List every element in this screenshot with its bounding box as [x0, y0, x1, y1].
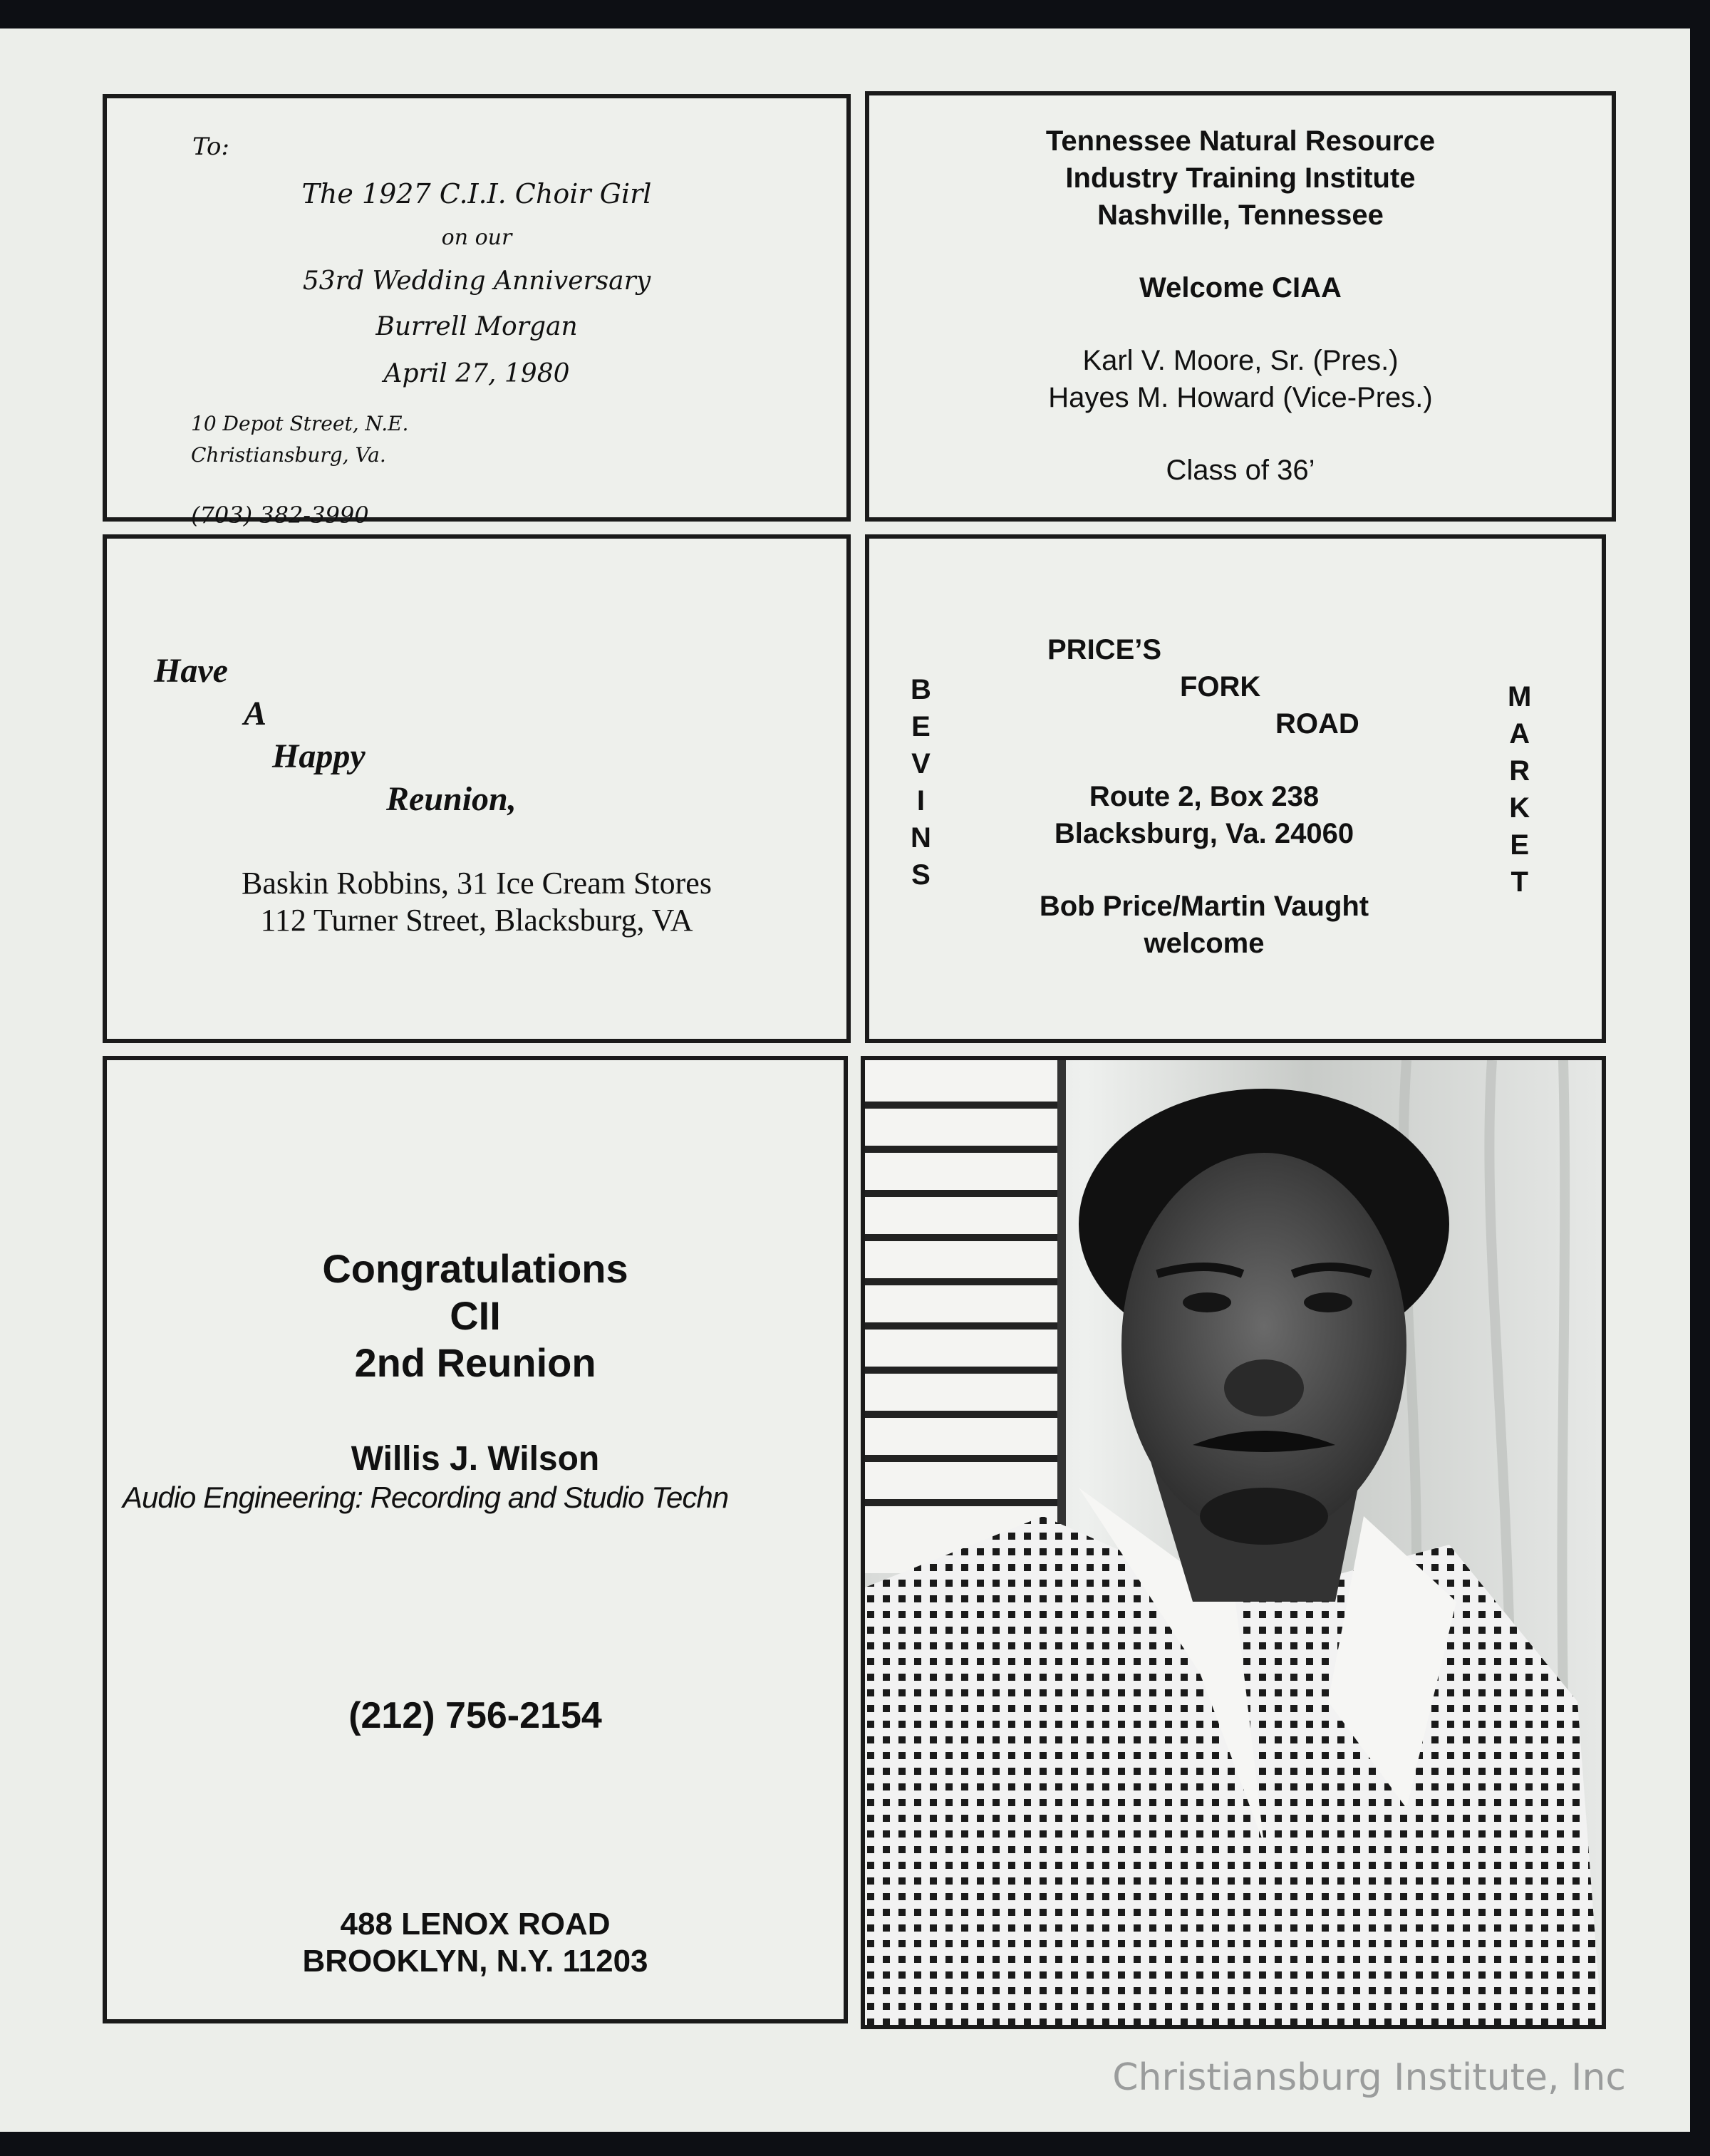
welcome-ciaa: Welcome CIAA: [1139, 272, 1342, 304]
bevins-letter: S: [911, 859, 931, 891]
president-name: Karl V. Moore, Sr. (Pres.): [1082, 345, 1399, 376]
watermark-text: Christiansburg Institute, Inc: [1112, 2056, 1626, 2099]
bevins-letter: V: [911, 748, 931, 779]
ad-bevins-market: [865, 534, 1606, 1043]
market-welcome: welcome: [1144, 928, 1265, 959]
wilson-phone: (212) 756-2154: [348, 1695, 602, 1736]
market-letter: R: [1509, 755, 1530, 787]
market-letter: A: [1509, 718, 1530, 750]
to-label: To:: [192, 133, 229, 161]
market-owners: Bob Price/Martin Vaught: [1039, 891, 1369, 922]
bevins-letter: I: [916, 785, 925, 817]
congratulations: Congratulations: [322, 1246, 628, 1291]
city-address: Christiansburg, Va.: [191, 443, 386, 467]
portrait-image: [865, 1060, 1602, 2025]
wilson-business: Audio Engineering: Recording and Studio Techn: [123, 1481, 729, 1514]
fork-title: FORK: [1180, 671, 1261, 703]
market-letter: K: [1509, 792, 1530, 824]
phone-number: (703) 382-3990: [191, 502, 369, 529]
ad-tennessee-institute: [865, 91, 1616, 522]
ad-choir-anniversary: [103, 94, 851, 529]
program-page: [0, 28, 1690, 2132]
prices-title: PRICE’S: [1047, 634, 1162, 665]
cii-text: CII: [450, 1293, 501, 1338]
on-our-line: on our: [441, 225, 512, 250]
store-name: Baskin Robbins, 31 Ice Cream Stores: [242, 866, 712, 901]
a-word: A: [244, 695, 267, 732]
reunion-word: Reunion,: [386, 780, 517, 818]
wilson-name: Willis J. Wilson: [351, 1440, 600, 1478]
wilson-street: 488 LENOX ROAD: [340, 1907, 611, 1942]
institute-location: Nashville, Tennessee: [1097, 199, 1384, 231]
bevins-letter: B: [911, 674, 931, 705]
vice-president-name: Hayes M. Howard (Vice-Pres.): [1048, 382, 1433, 413]
institute-name-line2: Industry Training Institute: [1065, 162, 1416, 194]
anniversary-date: April 27, 1980: [383, 359, 570, 388]
market-route: Route 2, Box 238: [1089, 781, 1320, 812]
street-address: 10 Depot Street, N.E.: [191, 412, 409, 435]
road-title: ROAD: [1275, 708, 1359, 740]
couple-name: Burrell Morgan: [375, 312, 578, 341]
market-letter: T: [1510, 866, 1528, 898]
market-letter: M: [1508, 681, 1532, 712]
have-word: Have: [154, 652, 228, 690]
happy-word: Happy: [272, 737, 366, 775]
choir-girl-line: The 1927 C.I.I. Choir Girl: [301, 178, 652, 209]
store-address: 112 Turner Street, Blacksburg, VA: [260, 903, 693, 938]
market-city: Blacksburg, Va. 24060: [1054, 818, 1354, 849]
ad-baskin-robbins: [103, 534, 851, 1043]
bevins-letter: N: [911, 822, 931, 854]
wilson-city: BROOKLYN, N.Y. 11203: [302, 1944, 648, 1979]
bevins-letter: E: [911, 711, 931, 742]
institute-name-line1: Tennessee Natural Resource: [1045, 125, 1436, 157]
ad-willis-wilson: [103, 1056, 848, 2023]
portrait-photo: [861, 1056, 1606, 2029]
class-year: Class of 36’: [1166, 455, 1315, 486]
market-letter: E: [1510, 829, 1529, 861]
reunion-text: 2nd Reunion: [354, 1340, 596, 1385]
anniversary-line: 53rd Wedding Anniversary: [302, 266, 651, 296]
